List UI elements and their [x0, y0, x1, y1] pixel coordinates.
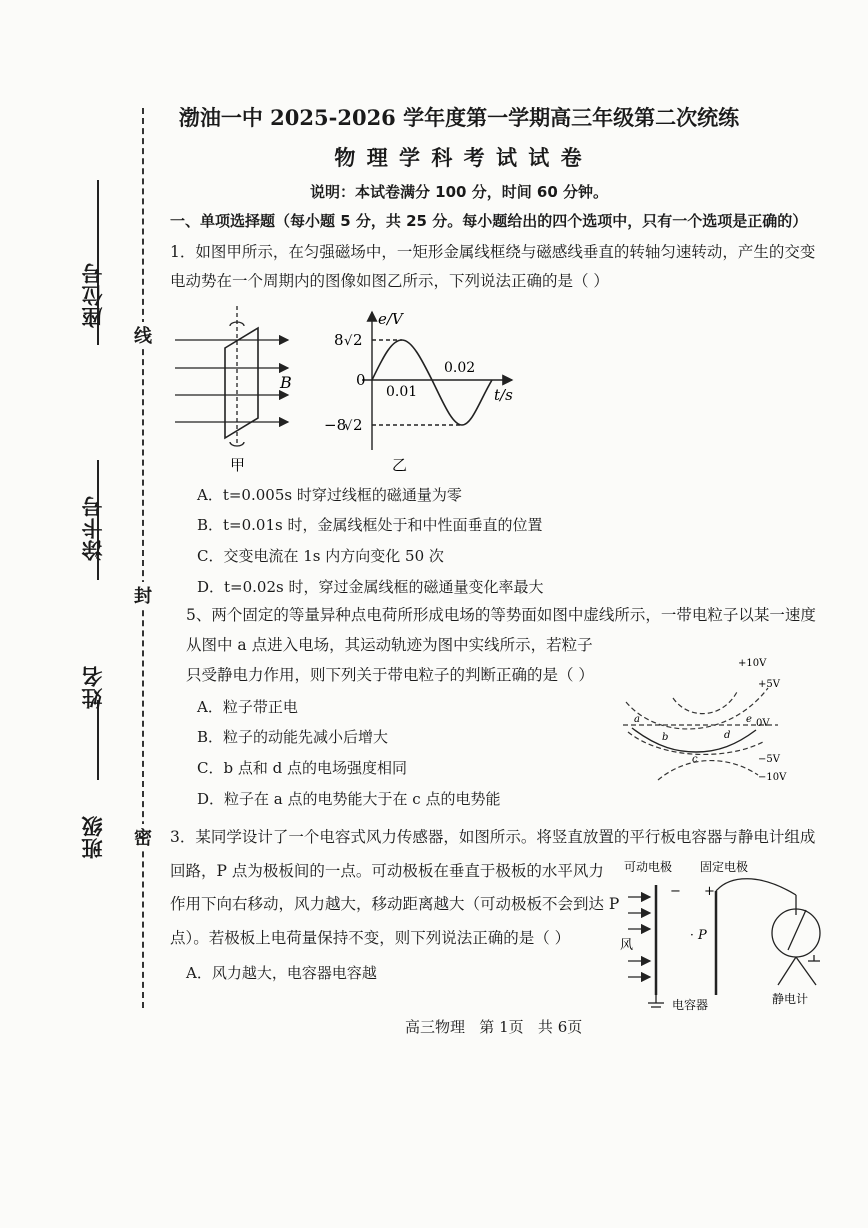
- tick-top-sqrt: √: [344, 334, 353, 349]
- seal-char-feng: 封: [134, 582, 152, 608]
- tick-zero: 0: [356, 371, 366, 389]
- tick-top-2: 2: [353, 331, 363, 349]
- q3-capacitor-figure: [620, 855, 838, 1015]
- class-label: 班级: [81, 815, 105, 859]
- name-label: 姓名: [81, 665, 105, 709]
- q1-option-d: D．t=0.02s 时，穿过金属线框的磁通量变化率最大: [197, 578, 544, 596]
- label-p5v: +5V: [758, 679, 780, 690]
- label-fixed-plate: 固定电极: [700, 860, 749, 874]
- q3-line4: 点）。若极板上电荷量保持不变，则下列说法正确的是（ ）: [170, 929, 571, 947]
- seal-char-line: 线: [134, 322, 152, 348]
- q3-line3: 作用下向右移动，风力越大，移动距离越大（可动极板不会到达 P: [170, 895, 620, 913]
- q5-line2: 从图中 a 点进入电场，其运动轨迹为图中实线所示，若粒子: [186, 636, 593, 654]
- seal-dashed-line: [142, 108, 144, 1008]
- label-electrometer: 静电计: [772, 992, 809, 1006]
- fig-yi-label: 乙: [392, 456, 408, 474]
- seat-label: 座位号: [81, 262, 105, 328]
- q5-option-d: D．粒子在 a 点的电势能大于在 c 点的电势能: [197, 790, 501, 808]
- label-m5v: −5V: [758, 754, 780, 765]
- label-capacitor: 电容器: [672, 998, 709, 1012]
- label-B: B: [280, 373, 292, 392]
- label-wind: 风: [620, 938, 634, 953]
- q5-equipotential-figure: [618, 650, 788, 800]
- page-footer: 高三物理 第 1页 共 6页: [405, 1018, 583, 1036]
- label-P: P: [698, 928, 707, 943]
- q1-option-a: A．t=0.005s 时穿过线框的磁通量为零: [197, 486, 462, 504]
- q1-line2: 电动势在一个周期内的图像如图乙所示，下列说法正确的是（ ）: [170, 272, 609, 290]
- label-minus: −: [670, 884, 681, 899]
- point-e: e: [746, 714, 752, 725]
- label-p10v: +10V: [738, 658, 767, 669]
- label-0v: 0V: [756, 718, 770, 729]
- seal-char-mi: 密: [134, 824, 152, 850]
- point-a: a: [634, 714, 640, 725]
- card-label: 涂卡号: [81, 495, 105, 561]
- point-c: c: [692, 754, 698, 765]
- q3-option-a: A．风力越大，电容器电容越: [186, 964, 377, 982]
- q5-option-b: B．粒子的动能先减小后增大: [197, 728, 389, 746]
- section1-heading: 一、单项选择题（每小题 5 分，共 25 分。每小题给出的四个选项中，只有一个选项是正确的）: [170, 212, 808, 230]
- axis-t-label: t/s: [494, 386, 513, 404]
- q3-line1: 3．某同学设计了一个电容式风力传感器，如图所示。将竖直放置的平行板电容器与静电计组成: [170, 828, 816, 846]
- point-d: d: [724, 730, 731, 741]
- q1-option-c: C．交变电流在 1s 内方向变化 50 次: [197, 547, 444, 565]
- point-dot: ·: [690, 928, 694, 942]
- q5-line3: 只受静电力作用，则下列关于带电粒子的判断正确的是（ ）: [186, 666, 594, 684]
- q1-figure-yi: [322, 300, 522, 478]
- label-movable-plate: 可动电极: [624, 860, 673, 874]
- q5-option-c: C．b 点和 d 点的电场强度相同: [197, 759, 407, 777]
- fig-jia-label: 甲: [230, 456, 246, 474]
- tick-001: 0.01: [386, 384, 418, 400]
- exam-note: 说明：本试卷满分 100 分，时间 60 分钟。: [309, 183, 609, 201]
- exam-title: 渤油一中 2025-2026 学年度第一学期高三年级第二次统练: [178, 105, 740, 130]
- name-underline: [97, 700, 99, 780]
- q3-line2: 回路，P 点为极板间的一点。可动极板在垂直于极板的水平风力: [170, 862, 604, 880]
- label-plus: +: [704, 884, 715, 899]
- tick-top-8: 8: [334, 331, 344, 349]
- q5-line1: 5、两个固定的等量异种点电荷所形成电场的等势面如图中虚线所示，一带电粒子以某一速度: [186, 606, 816, 624]
- exam-subtitle: 物 理 学 科 考 试 试 卷: [334, 145, 584, 170]
- q1-option-b: B．t=0.01s 时，金属线框处于和中性面垂直的位置: [197, 516, 543, 534]
- point-b: b: [662, 732, 669, 743]
- tick-002: 0.02: [444, 360, 476, 376]
- axis-e-label: e/V: [378, 310, 403, 328]
- q5-option-a: A．粒子带正电: [197, 698, 298, 716]
- tick-bot-sqrt: √: [344, 419, 353, 434]
- q1-figure-jia: [170, 298, 310, 478]
- label-m10v: −10V: [758, 772, 787, 783]
- q1-line1: 1．如图甲所示，在匀强磁场中，一矩形金属线框绕与磁感线垂直的转轴匀速转动，产生的交变: [170, 243, 816, 261]
- tick-bot-8: −8: [324, 416, 347, 434]
- tick-bot-2: 2: [353, 416, 363, 434]
